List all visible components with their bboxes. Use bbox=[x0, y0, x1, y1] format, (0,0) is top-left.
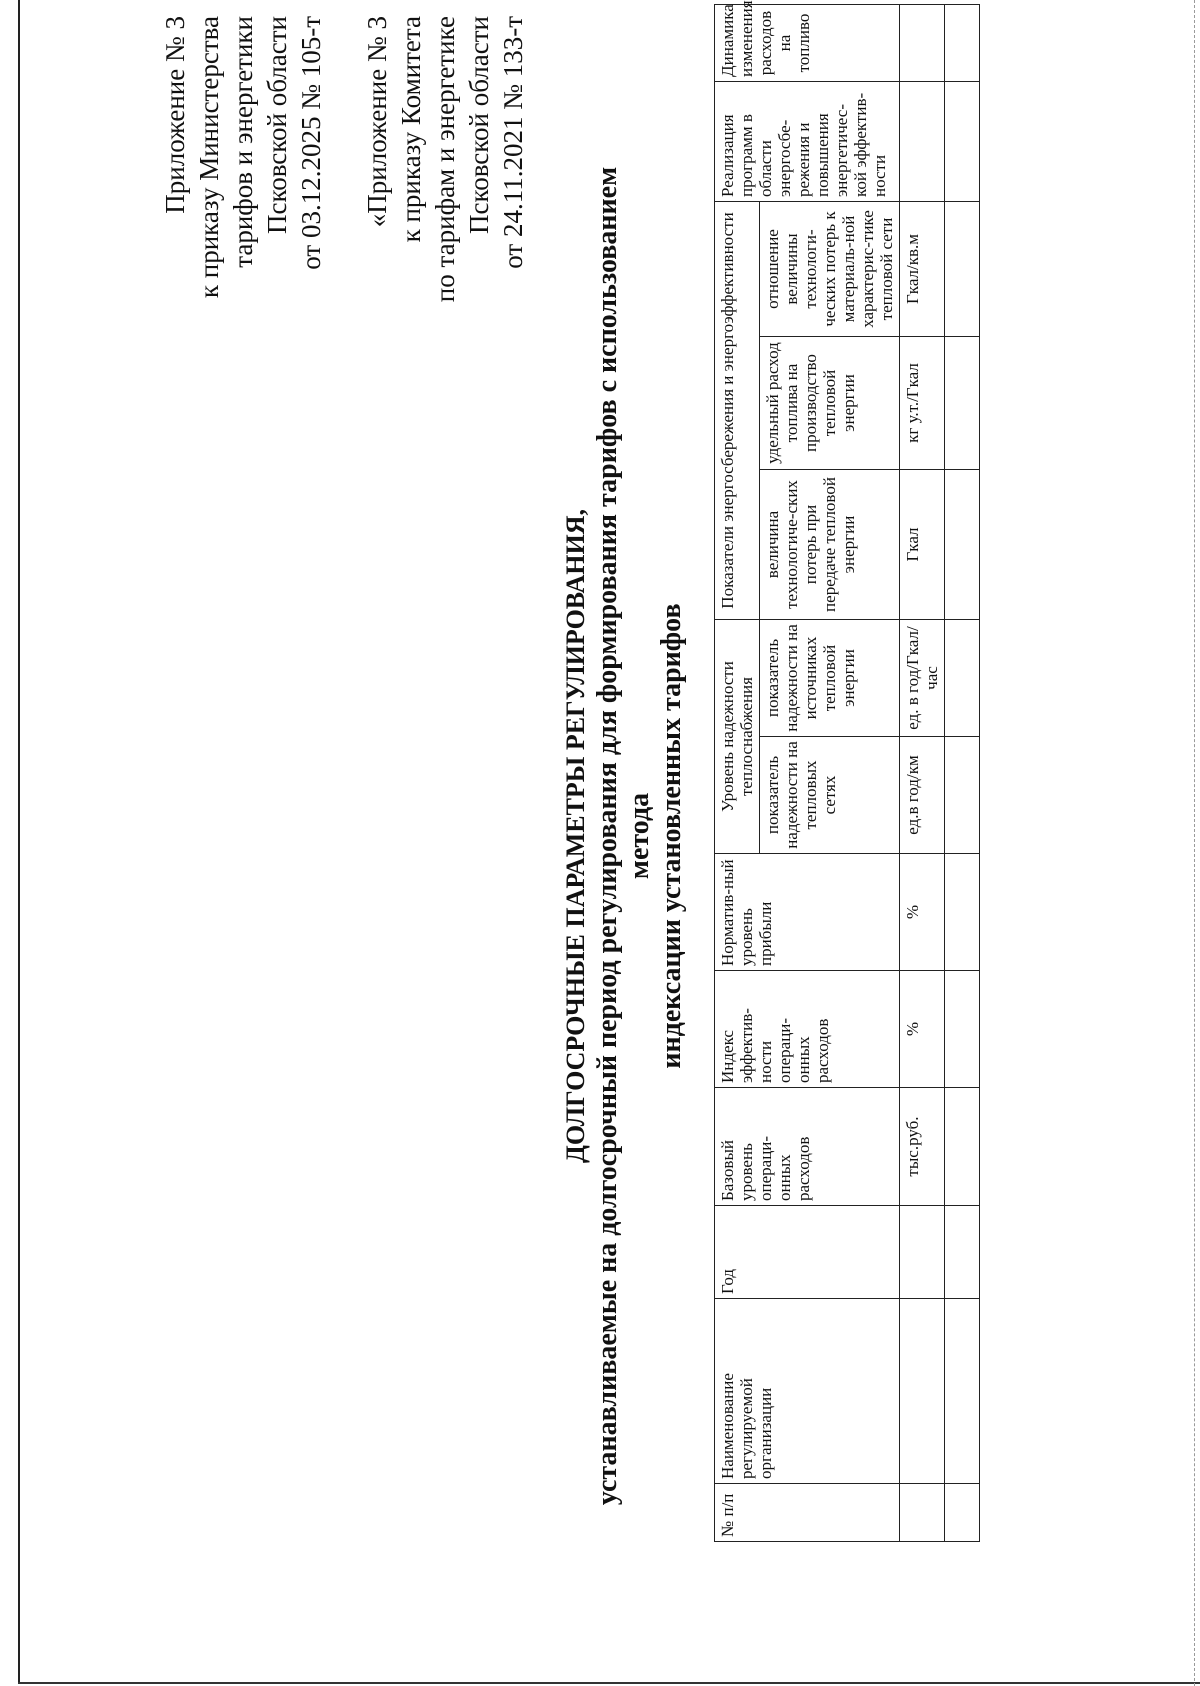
unit-energy-ratio: Гкал/кв.м bbox=[900, 202, 945, 337]
unit-num bbox=[900, 1484, 945, 1542]
unit-fuel-dynamics bbox=[900, 5, 945, 82]
appendix-current-line2: к приказу Министерства bbox=[194, 16, 224, 299]
table-units-row bbox=[900, 5, 945, 1542]
header-year: Год bbox=[715, 1206, 900, 1299]
header-profit-level: Норматив-ный уровень прибыли bbox=[715, 854, 900, 971]
table-cell bbox=[945, 1484, 980, 1542]
appendix-previous-line1: «Приложение № 3 bbox=[362, 16, 392, 228]
appendix-current bbox=[158, 16, 328, 396]
appendix-previous-line5: от 24.11.2021 № 133-т bbox=[498, 16, 528, 269]
unit-energy-fuel: кг у.т./Гкал bbox=[900, 337, 945, 470]
unit-base-opex: тыс.руб. bbox=[900, 1088, 945, 1206]
header-fuel-dynamics: Динамика изменения расходов на топливо bbox=[715, 5, 900, 82]
appendix-current-line1: Приложение № 3 bbox=[160, 16, 190, 214]
header-energy-fuel: удельный расход топлива на производство тепловой энергии bbox=[760, 337, 900, 470]
table-cell bbox=[945, 1299, 980, 1484]
unit-profit-level: % bbox=[900, 854, 945, 971]
header-num: № п/п bbox=[715, 1484, 900, 1542]
header-reliability-group: Уровень надежности теплоснабжения bbox=[715, 620, 760, 854]
appendix-previous-line4: Псковской области bbox=[464, 16, 494, 235]
unit-energy-losses: Гкал bbox=[900, 470, 945, 620]
parameters-table bbox=[714, 0, 980, 1542]
appendix-current-line4: Псковской области bbox=[262, 16, 292, 235]
unit-reliability-networks: ед.в год/км bbox=[900, 737, 945, 854]
table-row bbox=[945, 5, 980, 1542]
table-cell bbox=[945, 470, 980, 620]
table-cell bbox=[945, 854, 980, 971]
table-cell bbox=[945, 202, 980, 337]
header-reliability-sources: показатель надежности на источниках тепловой энергии bbox=[760, 620, 900, 737]
title-line2: устанавливаемые на долгосрочный период регулирования для формирования тарифов с использованием метода bbox=[592, 166, 655, 1506]
header-energy-losses: величина технологиче-ских потерь при передаче тепловой энергии bbox=[760, 470, 900, 620]
header-programs: Реализация программ в области энергосбе-режения и повышения энергетичес-кой эффектив-ности bbox=[715, 82, 900, 202]
table-cell bbox=[945, 971, 980, 1088]
appendix-previous-line2: к приказу Комитета bbox=[396, 16, 426, 243]
table-cell bbox=[945, 5, 980, 82]
title-line1: ДОЛГОСРОЧНЫЕ ПАРАМЕТРЫ РЕГУЛИРОВАНИЯ, bbox=[561, 508, 590, 1164]
unit-efficiency-index: % bbox=[900, 971, 945, 1088]
header-efficiency-index: Индекс эффектив-ности операци-онных расходов bbox=[715, 971, 900, 1088]
table-cell bbox=[945, 1088, 980, 1206]
appendix-previous bbox=[360, 16, 530, 396]
unit-programs bbox=[900, 82, 945, 202]
header-reliability-networks: показатель надежности на тепловых сетях bbox=[760, 737, 900, 854]
table-cell bbox=[945, 1206, 980, 1299]
header-energy-ratio: отношение величины технологи-ческих потерь к материаль-ной характерис-тике тепловой сети bbox=[760, 202, 900, 337]
table-cell bbox=[945, 737, 980, 854]
title-line3: индексации установленных тарифов bbox=[656, 603, 687, 1069]
table-cell bbox=[945, 620, 980, 737]
unit-reliability-sources: ед. в год/Гкал/час bbox=[900, 620, 945, 737]
document-title bbox=[560, 126, 688, 1546]
appendix-current-line5: от 03.12.2025 № 105-т bbox=[296, 16, 326, 270]
appendix-current-line3: тарифов и энергетики bbox=[228, 16, 258, 268]
header-energy-group: Показатели энергосбережения и энергоэффективности bbox=[715, 202, 760, 620]
table-cell bbox=[945, 337, 980, 470]
appendix-previous-line3: по тарифам и энергетике bbox=[430, 16, 460, 303]
header-base-opex: Базовый уровень операци-онных расходов bbox=[715, 1088, 900, 1206]
table-cell bbox=[945, 82, 980, 202]
unit-year bbox=[900, 1206, 945, 1299]
table-header-row-1 bbox=[715, 5, 760, 1542]
unit-org bbox=[900, 1299, 945, 1484]
header-org: Наименование регулируемой организации bbox=[715, 1299, 900, 1484]
